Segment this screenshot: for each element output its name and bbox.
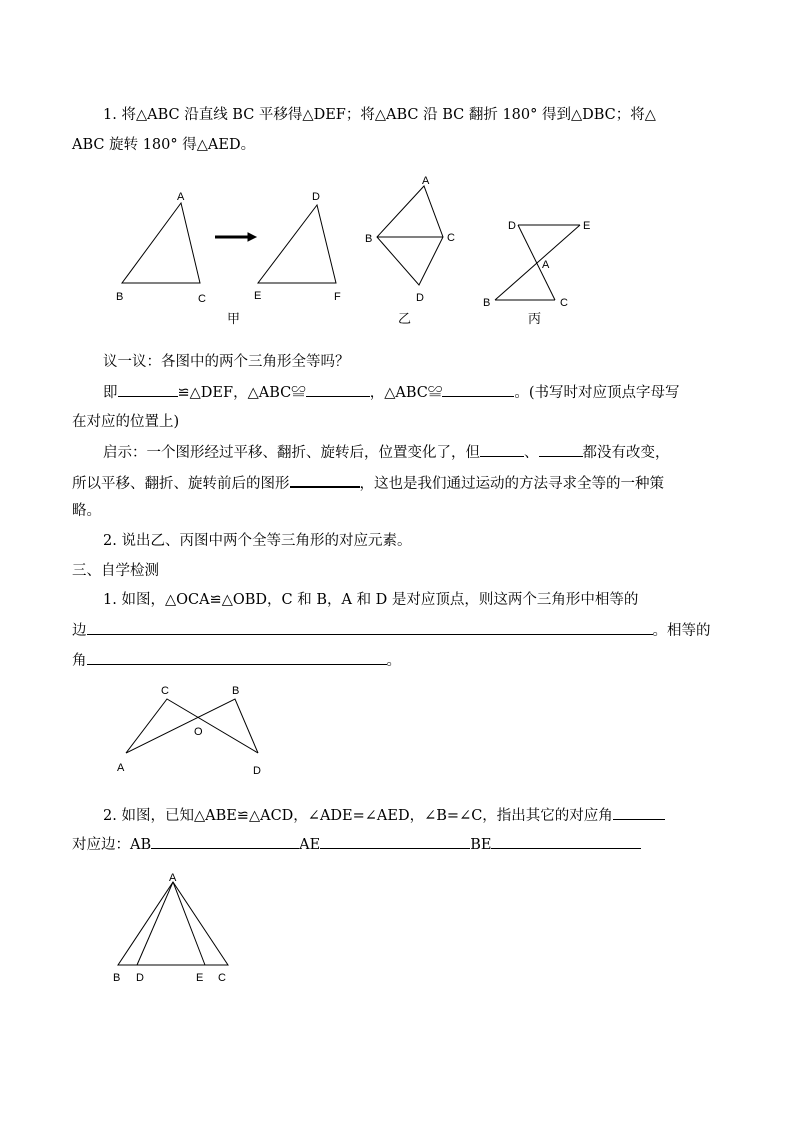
blank-triangle-3[interactable] — [442, 382, 514, 397]
label-d-yi: D — [416, 292, 424, 304]
figure-abe-acd — [100, 870, 260, 990]
problem-3-1-line1: 1. 如图，△OCA≌△OBD，C 和 B，A 和 D 是对应顶点，则这两个三角形中相等的 — [103, 592, 639, 608]
hint-line2 — [72, 472, 664, 494]
question-2: 2. 说出乙、丙图中两个全等三角形的对应元素。 — [103, 533, 412, 549]
problem-1-line1: 1. 将△ABC 沿直线 BC 平移得△DEF；将△ABC 沿 BC 翻折 180° 得到△DBC；将△ — [103, 107, 656, 123]
label-b-yi: B — [365, 233, 373, 245]
caption-jia: 甲 — [227, 312, 241, 327]
label-b-jia: B — [116, 291, 124, 303]
jiao-label: 角 — [72, 653, 87, 669]
discuss-note: 。(书写时对应顶点字母写 — [514, 385, 680, 401]
label-c-fig3: C — [218, 972, 226, 984]
side-be-label: BE — [470, 837, 492, 853]
label-a-yi: A — [422, 175, 430, 187]
label-e-bing: E — [583, 220, 591, 232]
hint-line2b: ，这也是我们通过运动的方法寻求全等的一种策 — [359, 476, 664, 492]
label-a-fig3: A — [169, 872, 177, 884]
bian-label: 边 — [72, 623, 87, 639]
segment-ad — [137, 882, 173, 965]
blank-hint-2[interactable] — [539, 442, 583, 457]
triangle-def — [258, 205, 336, 283]
blank-equal-sides[interactable] — [87, 620, 653, 635]
problem-1-line2: ABC 旋转 180° 得△AED。 — [72, 137, 256, 153]
label-b-bing: B — [483, 297, 491, 309]
problem-3-2-text: 2. 如图，已知△ABE≌△ACD，∠ADE=∠AED，∠B=∠C，指出其它的对应角 — [103, 808, 613, 824]
problem-3-2-line1 — [103, 805, 665, 826]
blank-hint-1[interactable] — [480, 442, 524, 457]
caption-yi: 乙 — [398, 312, 412, 327]
label-a-jia: A — [177, 191, 185, 203]
label-d-def: D — [312, 191, 320, 203]
discuss-question: 议一议：各图中的两个三角形全等吗？ — [103, 354, 350, 370]
label-c-jia: C — [198, 293, 206, 305]
hint-part2: 都没有改变， — [582, 445, 670, 461]
label-c-bing: C — [560, 297, 568, 309]
label-c-yi: C — [447, 232, 455, 244]
hint-line3: 略。 — [72, 503, 101, 519]
discuss-note-line2: 在对应的位置上) — [72, 414, 180, 430]
bian-end: 。相等的 — [652, 623, 711, 639]
blank-ae[interactable] — [320, 834, 470, 849]
label-a-fig2: A — [117, 762, 125, 774]
label-f-def: F — [334, 291, 341, 303]
path-a-b-d — [126, 699, 258, 753]
figure-ocab-obd — [100, 680, 300, 780]
side-ae-label: AE — [299, 837, 321, 853]
label-d-fig3: D — [136, 972, 144, 984]
blank-triangle-1[interactable] — [118, 382, 178, 397]
blank-triangle-2[interactable] — [306, 382, 370, 397]
triangle-abc-jia — [122, 203, 200, 283]
figure-translation-rotation — [0, 165, 794, 345]
blank-ab[interactable] — [151, 834, 299, 849]
ji-label: 即 — [103, 385, 118, 401]
label-e-fig3: E — [196, 972, 204, 984]
blank-equal-angles[interactable] — [87, 650, 387, 665]
arrow-head — [248, 233, 256, 241]
discuss-line — [103, 382, 680, 403]
caption-bing: 丙 — [528, 312, 542, 327]
label-b-fig3: B — [113, 972, 121, 984]
section-3-heading: 三、自学检测 — [72, 563, 159, 579]
hint-line1 — [103, 442, 670, 463]
triangle-abc-fig3 — [118, 882, 228, 965]
label-o-fig2: O — [194, 726, 203, 738]
side-ab-label: AB — [130, 837, 152, 853]
blank-other-angles[interactable] — [613, 805, 665, 820]
label-d-bing: D — [508, 220, 516, 232]
jiao-end: 。 — [386, 653, 401, 669]
blank-be[interactable] — [491, 834, 641, 849]
label-b-fig2: B — [232, 685, 240, 697]
segment-da-bing — [518, 225, 555, 300]
problem-3-1-jiao — [72, 650, 401, 671]
label-d-fig2: D — [253, 765, 261, 777]
hint-part1: 启示：一个图形经过平移、翻折、旋转后，位置变化了，但 — [103, 445, 480, 461]
blank-hint-3[interactable] — [290, 472, 360, 488]
kite-abdc-yi — [377, 186, 443, 285]
hint-sep: 、 — [524, 445, 539, 461]
problem-3-2-sides — [72, 834, 641, 855]
label-a-bing: A — [542, 259, 550, 271]
label-e-def: E — [254, 290, 262, 302]
problem-3-1-bian — [72, 620, 711, 641]
segment-ec-bing-diag — [495, 225, 580, 300]
congruent-def-text: ≌△DEF，△ABC≌ — [177, 385, 306, 401]
sides-prefix: 对应边： — [72, 837, 130, 853]
label-c-fig2: C — [161, 685, 169, 697]
comma-abc-text: ，△ABC≌ — [369, 385, 443, 401]
hint-line2a: 所以平移、翻折、旋转前后的图形 — [72, 476, 290, 492]
